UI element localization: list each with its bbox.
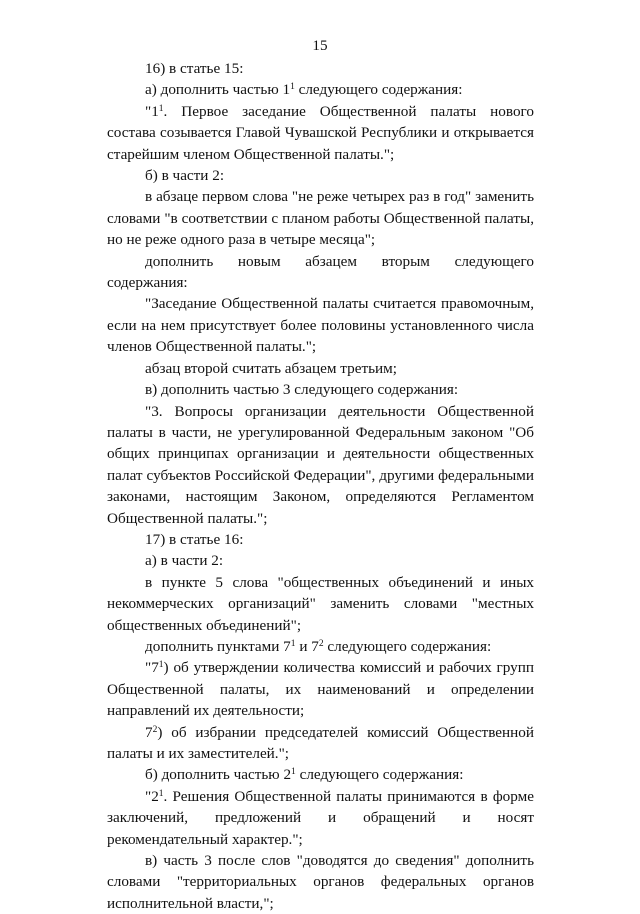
paragraph-p10 [107,401,534,529]
superscript: 1 [158,788,164,799]
paragraph-p8 [107,358,534,379]
text-segment: "1 [145,102,159,120]
text-segment: и 7 [295,637,319,655]
text-segment: "7 [145,659,159,677]
paragraph-p19 [107,850,534,914]
paragraph-p6 [107,251,534,294]
paragraph-p16 [107,722,534,765]
text-segment: ) об избрании председателей комиссий Общественной палаты и их заместителей."; [107,723,534,762]
paragraph-p12 [107,550,534,571]
text-segment: б) в части 2: [145,167,225,185]
paragraph-p17 [107,764,534,785]
text-segment: дополнить новым абзацем вторым следующего содержания: [107,252,534,292]
text-segment: в пункте 5 слова "общественных объединений и иных некоммерческих организаций" заменить словами "местных общественных объединений"; [107,573,534,634]
text-segment: "2 [145,787,159,805]
document-body [107,58,534,914]
superscript: 2 [152,724,158,735]
text-segment: следующего содержания: [323,637,492,655]
text-segment: 7 [145,723,153,741]
text-segment: в) дополнить частью 3 следующего содержания: [145,381,459,399]
paragraph-p2 [107,79,534,100]
text-segment: дополнить пунктами 7 [145,637,291,655]
superscript: 1 [290,638,296,649]
superscript: 1 [291,767,296,778]
text-segment: в абзаце первом слова "не реже четырех раз в год" заменить словами "в соответствии с планом работы Общественной палаты, но не реже одного раза в четыре месяца"; [107,188,534,249]
paragraph-p11 [107,529,534,550]
text-segment: следующего содержания: [294,81,463,99]
text-segment: абзац второй считать абзацем третьим; [145,359,397,377]
text-segment: следующего содержания: [295,766,464,784]
superscript: 1 [290,82,295,93]
superscript: 1 [158,103,164,114]
paragraph-p18 [107,786,534,850]
text-segment: "3. Вопросы организации деятельности Общественной палаты в части, не урегулированной Федеральным законом "Об общих принципах организации и деятельности общественных палат субъектов Российской Федерации", другими федеральными законами, настоящим Законом, определяются Регламентом Общественной палаты."; [107,402,534,527]
paragraph-p13 [107,572,534,636]
paragraph-p7 [107,293,534,357]
paragraph-p1 [107,58,534,79]
text-segment: б) дополнить частью 2 [145,766,292,784]
superscript: 2 [318,638,324,649]
paragraph-p5 [107,186,534,250]
text-segment: . Решения Общественной палаты принимаются в форме заключений, предложений и обращений и носят рекомендательный характер."; [107,787,534,848]
text-segment: "Заседание Общественной палаты считается правомочным, если на нем присутствует более половины установленного числа членов Общественной палаты."; [107,295,534,356]
text-segment: ) об утверждении количества комиссий и рабочих групп Общественной палаты, их наименований и определении направлений их деятельности; [107,659,534,720]
text-segment: 17) в статье 16: [145,530,244,548]
paragraph-p14 [107,636,534,657]
paragraph-p15 [107,657,534,721]
superscript: 1 [158,660,164,671]
text-segment: а) дополнить частью 1 [145,81,291,99]
text-segment: в) часть 3 после слов "доводятся до сведения" дополнить словами "территориальных органов федеральных органов исполнительной власти,"; [107,852,534,912]
text-segment: 16) в статье 15: [145,60,244,77]
page-number: 15 [312,37,328,54]
paragraph-p9 [107,379,534,400]
paragraph-p3 [107,101,534,165]
paragraph-p4 [107,165,534,186]
text-segment: . Первое заседание Общественной палаты нового состава созывается Главой Чувашской Республики и открывается старейшим членом Общественной палаты."; [107,102,534,163]
text-segment: а) в части 2: [145,552,224,570]
